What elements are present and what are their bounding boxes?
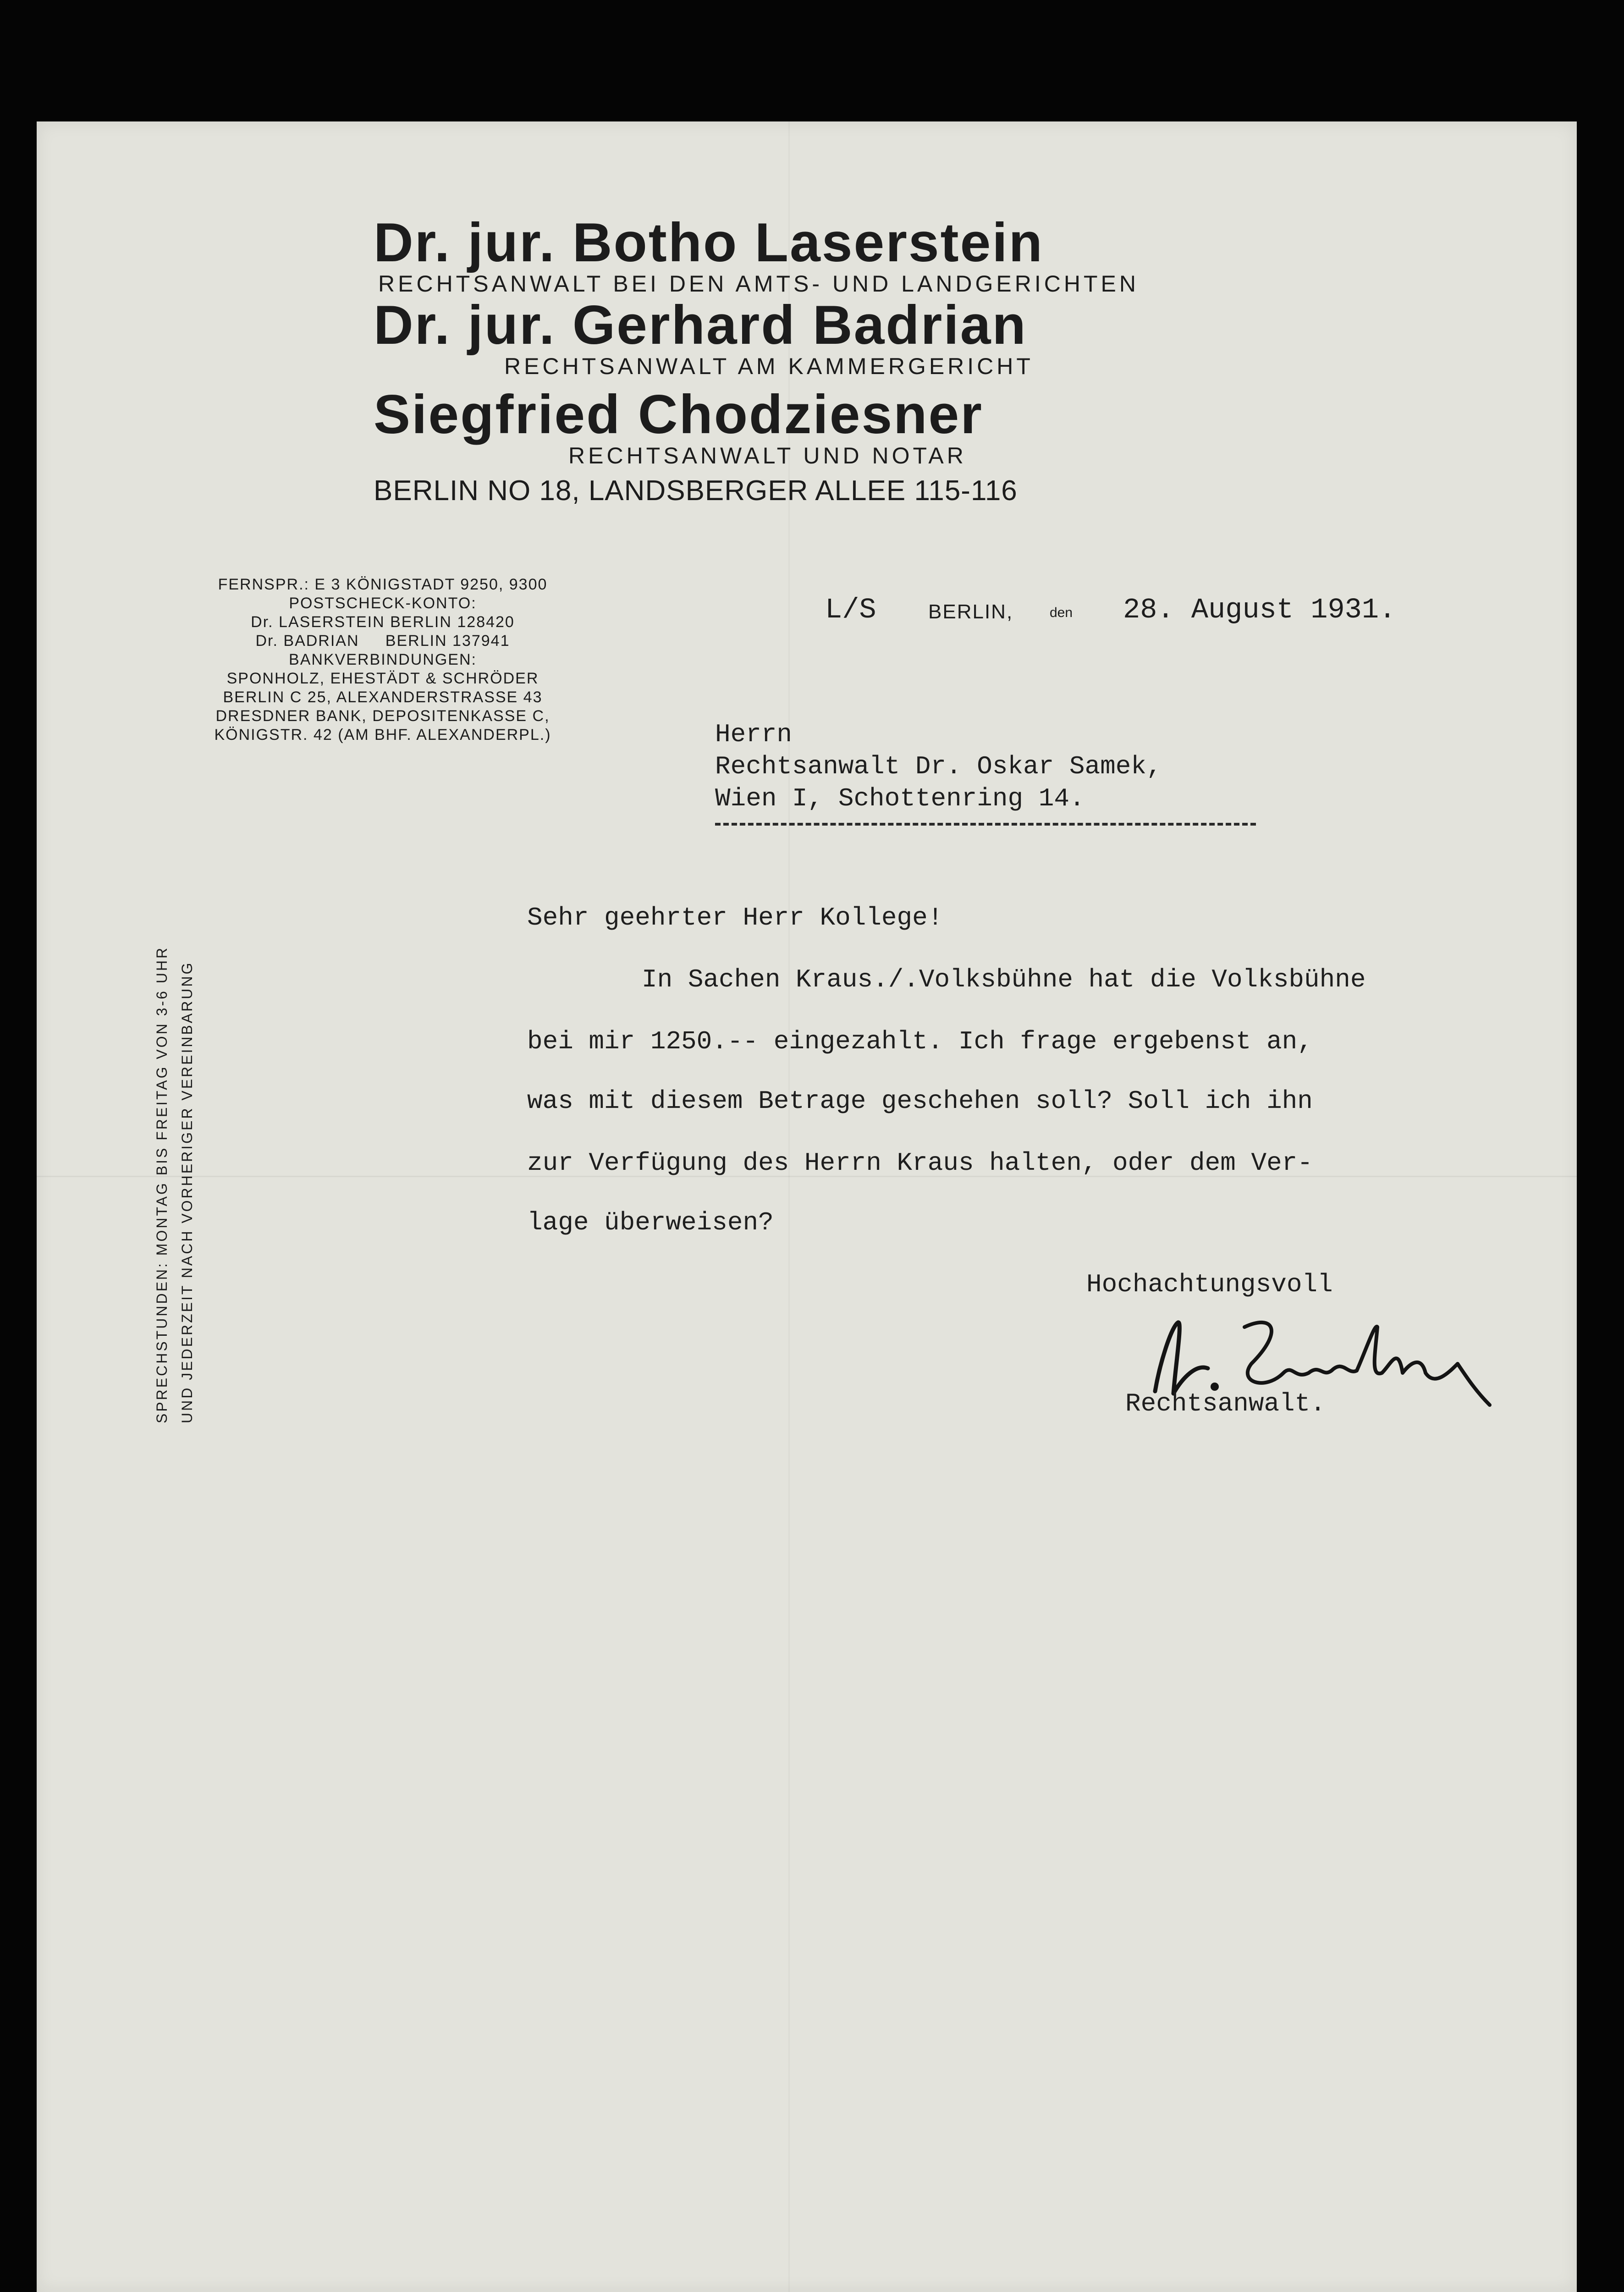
contact-line: POSTSCHECK-KONTO:: [289, 595, 477, 612]
body-line: lage überweisen?: [527, 1208, 774, 1237]
date-den: den: [1050, 605, 1073, 620]
contact-line: KÖNIGSTR. 42 (AM BHF. ALEXANDERPL.): [214, 726, 551, 744]
letterhead-role-1: RECHTSANWALT BEI DEN AMTS- UND LANDGERICHTEN: [378, 271, 1140, 297]
letterhead-name-1: Dr. jur. Botho Laserstein: [374, 212, 1044, 273]
contact-line: SPONHOLZ, EHESTÄDT & SCHRÖDER: [226, 670, 539, 687]
signature-title: Rechtsanwalt.: [1125, 1389, 1326, 1418]
recipient-line: Wien I, Schottenring 14.: [715, 784, 1085, 813]
contact-line: BANKVERBINDUNGEN:: [289, 651, 477, 668]
contact-line: Dr. LASERSTEIN BERLIN 128420: [251, 613, 515, 631]
contact-block: [142, 575, 623, 744]
address-underline: [715, 823, 1256, 826]
salutation: Sehr geehrter Herr Kollege!: [527, 903, 943, 932]
letterhead-name-3: Siegfried Chodziesner: [374, 384, 983, 445]
letterhead-name-2: Dr. jur. Gerhard Badrian: [374, 294, 1027, 356]
contact-line: BERLIN C 25, ALEXANDERSTRASSE 43: [223, 689, 543, 706]
recipient-line: Rechtsanwalt Dr. Oskar Samek,: [715, 752, 1162, 781]
closing: Hochachtungsvoll: [1086, 1270, 1333, 1299]
body-line: was mit diesem Betrage geschehen soll? Soll ich ihn: [527, 1086, 1313, 1116]
reference-code: L/S: [825, 594, 876, 626]
office-hours-line-1: SPRECHSTUNDEN: MONTAG BIS FREITAG VON 3-6 UHR: [154, 946, 170, 1423]
body-line: In Sachen Kraus./.Volksbühne hat die Volksbühne: [642, 965, 1366, 994]
date-place: BERLIN,: [928, 601, 1013, 623]
letter-paper: [37, 121, 1577, 2292]
body-line: zur Verfügung des Herrn Kraus halten, oder dem Ver-: [527, 1148, 1313, 1178]
recipient-line: Herrn: [715, 720, 793, 749]
office-hours-line-2: UND JEDERZEIT NACH VORHERIGER VEREINBARUNG: [179, 961, 195, 1423]
letterhead-role-2: RECHTSANWALT AM KAMMERGERICHT: [504, 353, 1034, 379]
contact-line: FERNSPR.: E 3 KÖNIGSTADT 9250, 9300: [218, 576, 548, 593]
contact-line: Dr. BADRIAN BERLIN 137941: [255, 632, 510, 650]
letterhead-address: BERLIN NO 18, LANDSBERGER ALLEE 115-116: [374, 475, 1018, 507]
contact-line: DRESDNER BANK, DEPOSITENKASSE C,: [215, 707, 550, 725]
letterhead-role-3: RECHTSANWALT UND NOTAR: [568, 443, 967, 468]
body-line: bei mir 1250.-- eingezahlt. Ich frage ergebenst an,: [527, 1027, 1313, 1056]
letter-date: 28. August 1931.: [1123, 594, 1396, 626]
